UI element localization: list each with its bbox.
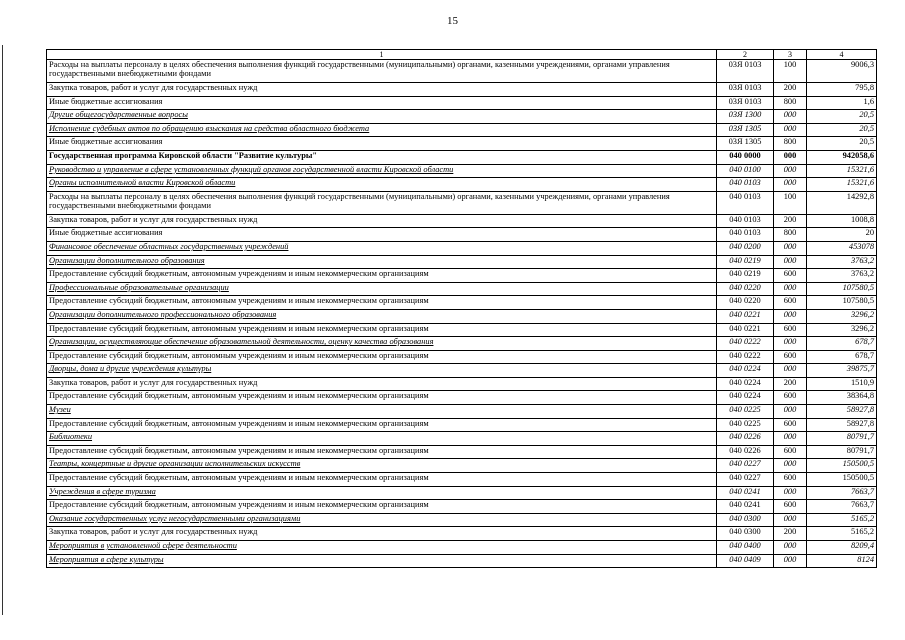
row-name-cell: Предоставление субсидий бюджетным, автономным учреждениям и иным некоммерческим организациям (47, 350, 717, 364)
row-name-cell: Руководство и управление в сфере установленных функций органов государственной власти Кировской области (47, 164, 717, 178)
row-amount-cell: 150500,5 (807, 459, 877, 473)
row-code-cell: 040 0103 (717, 214, 774, 228)
table-row (47, 123, 877, 137)
row-code-cell: 03Я 0103 (717, 83, 774, 97)
row-name-cell: Учреждения в сфере туризма (47, 486, 717, 500)
row-type-cell: 000 (774, 164, 807, 178)
table-row (47, 445, 877, 459)
table-body (47, 60, 877, 568)
row-name-cell: Дворцы, дома и другие учреждения культуры (47, 364, 717, 378)
row-type-cell: 000 (774, 541, 807, 555)
budget-table (46, 49, 877, 568)
row-code-cell: 040 0225 (717, 405, 774, 419)
row-amount-cell: 3296,2 (807, 309, 877, 323)
row-type-cell: 800 (774, 228, 807, 242)
table-row (47, 255, 877, 269)
table-row (47, 513, 877, 527)
row-code-cell: 03Я 0103 (717, 60, 774, 83)
row-amount-cell: 8209,4 (807, 541, 877, 555)
row-name-cell: Предоставление субсидий бюджетным, автономным учреждениям и иным некоммерческим организациям (47, 391, 717, 405)
row-amount-cell: 453078 (807, 241, 877, 255)
row-name-cell: Организации дополнительного образования (47, 255, 717, 269)
table-row (47, 150, 877, 164)
table-row (47, 296, 877, 310)
row-type-cell: 600 (774, 296, 807, 310)
row-type-cell: 000 (774, 513, 807, 527)
row-code-cell: 040 0219 (717, 255, 774, 269)
table-row (47, 137, 877, 151)
table-row (47, 337, 877, 351)
table-row (47, 309, 877, 323)
row-amount-cell: 38364,8 (807, 391, 877, 405)
row-name-cell: Закупка товаров, работ и услуг для государственных нужд (47, 377, 717, 391)
row-name-cell: Иные бюджетные ассигнования (47, 137, 717, 151)
row-type-cell: 000 (774, 282, 807, 296)
row-type-cell: 100 (774, 191, 807, 214)
row-name-cell: Предоставление субсидий бюджетным, автономным учреждениям и иным некоммерческим организациям (47, 473, 717, 487)
row-type-cell: 000 (774, 432, 807, 446)
row-code-cell: 040 0103 (717, 178, 774, 192)
page-edge-line (2, 45, 3, 615)
row-code-cell: 040 0200 (717, 241, 774, 255)
row-name-cell: Профессиональные образовательные организации (47, 282, 717, 296)
row-code-cell: 040 0103 (717, 228, 774, 242)
table-row (47, 473, 877, 487)
row-amount-cell: 1510,9 (807, 377, 877, 391)
row-amount-cell: 80791,7 (807, 445, 877, 459)
table-row (47, 405, 877, 419)
row-name-cell: Театры, концертные и другие организации исполнительских искусств (47, 459, 717, 473)
row-amount-cell: 20,5 (807, 123, 877, 137)
row-code-cell: 040 0227 (717, 459, 774, 473)
row-name-cell: Иные бюджетные ассигнования (47, 228, 717, 242)
table-row (47, 178, 877, 192)
row-type-cell: 800 (774, 137, 807, 151)
row-type-cell: 600 (774, 500, 807, 514)
row-type-cell: 000 (774, 110, 807, 124)
table-row (47, 214, 877, 228)
row-name-cell: Оказание государственных услуг негосударственными организациями (47, 513, 717, 527)
row-type-cell: 600 (774, 350, 807, 364)
row-name-cell: Предоставление субсидий бюджетным, автономным учреждениям и иным некоммерческим организациям (47, 418, 717, 432)
row-name-cell: Органы исполнительной власти Кировской области (47, 178, 717, 192)
row-code-cell: 040 0222 (717, 350, 774, 364)
row-code-cell: 040 0300 (717, 513, 774, 527)
row-name-cell: Государственная программа Кировской области "Развитие культуры" (47, 150, 717, 164)
row-amount-cell: 3763,2 (807, 269, 877, 283)
table-row (47, 391, 877, 405)
row-amount-cell: 7663,7 (807, 500, 877, 514)
row-name-cell: Предоставление субсидий бюджетным, автономным учреждениям и иным некоммерческим организациям (47, 500, 717, 514)
row-amount-cell: 1,6 (807, 96, 877, 110)
row-code-cell: 040 0221 (717, 323, 774, 337)
row-name-cell: Закупка товаров, работ и услуг для государственных нужд (47, 527, 717, 541)
table-row (47, 269, 877, 283)
row-name-cell: Предоставление субсидий бюджетным, автономным учреждениям и иным некоммерческим организациям (47, 323, 717, 337)
row-name-cell: Предоставление субсидий бюджетным, автономным учреждениям и иным некоммерческим организациям (47, 445, 717, 459)
row-amount-cell: 14292,8 (807, 191, 877, 214)
row-code-cell: 040 0221 (717, 309, 774, 323)
row-amount-cell: 15321,6 (807, 164, 877, 178)
row-code-cell: 040 0224 (717, 364, 774, 378)
row-type-cell: 000 (774, 459, 807, 473)
table-header-row (47, 50, 877, 60)
row-type-cell: 600 (774, 323, 807, 337)
row-type-cell: 200 (774, 377, 807, 391)
row-amount-cell: 107580,5 (807, 282, 877, 296)
row-type-cell: 000 (774, 123, 807, 137)
row-code-cell: 040 0400 (717, 541, 774, 555)
row-amount-cell: 20,5 (807, 110, 877, 124)
row-name-cell: Организации, осуществляющие обеспечение образовательной деятельности, оценку качества образования (47, 337, 717, 351)
row-code-cell: 040 0100 (717, 164, 774, 178)
row-code-cell: 040 0222 (717, 337, 774, 351)
row-amount-cell: 5165,2 (807, 513, 877, 527)
row-amount-cell: 678,7 (807, 350, 877, 364)
row-amount-cell: 80791,7 (807, 432, 877, 446)
row-code-cell: 040 0224 (717, 391, 774, 405)
row-code-cell: 03Я 1305 (717, 123, 774, 137)
row-code-cell: 040 0219 (717, 269, 774, 283)
row-type-cell: 200 (774, 83, 807, 97)
row-amount-cell: 20,5 (807, 137, 877, 151)
row-amount-cell: 39875,7 (807, 364, 877, 378)
table-row (47, 364, 877, 378)
table-row (47, 350, 877, 364)
row-name-cell: Другие общегосударственные вопросы (47, 110, 717, 124)
row-type-cell: 000 (774, 554, 807, 568)
row-type-cell: 000 (774, 150, 807, 164)
row-code-cell: 040 0103 (717, 191, 774, 214)
header-col-3: 3 (774, 50, 807, 60)
row-name-cell: Расходы на выплаты персоналу в целях обеспечения выполнения функций государственными (муниципальными) органами, казенными учреждениями, органами управления государственными внебюджетными фондами (47, 191, 717, 214)
page-number: 15 (447, 15, 458, 27)
row-amount-cell: 7663,7 (807, 486, 877, 500)
table-row (47, 83, 877, 97)
table-row (47, 541, 877, 555)
row-type-cell: 600 (774, 418, 807, 432)
row-type-cell: 600 (774, 473, 807, 487)
row-amount-cell: 3763,2 (807, 255, 877, 269)
row-code-cell: 040 0220 (717, 282, 774, 296)
row-amount-cell: 58927,8 (807, 405, 877, 419)
row-type-cell: 600 (774, 269, 807, 283)
row-code-cell: 03Я 1300 (717, 110, 774, 124)
table-row (47, 486, 877, 500)
row-type-cell: 200 (774, 527, 807, 541)
row-type-cell: 000 (774, 405, 807, 419)
row-amount-cell: 8124 (807, 554, 877, 568)
table-row (47, 459, 877, 473)
row-amount-cell: 58927,8 (807, 418, 877, 432)
row-code-cell: 040 0241 (717, 486, 774, 500)
table-row (47, 377, 877, 391)
row-amount-cell: 3296,2 (807, 323, 877, 337)
row-code-cell: 03Я 0103 (717, 96, 774, 110)
row-type-cell: 000 (774, 241, 807, 255)
header-col-4: 4 (807, 50, 877, 60)
row-code-cell: 040 0226 (717, 445, 774, 459)
row-type-cell: 000 (774, 486, 807, 500)
table-row (47, 500, 877, 514)
table-row (47, 96, 877, 110)
row-type-cell: 200 (774, 214, 807, 228)
row-amount-cell: 1008,8 (807, 214, 877, 228)
row-name-cell: Предоставление субсидий бюджетным, автономным учреждениям и иным некоммерческим организациям (47, 296, 717, 310)
row-name-cell: Библиотеки (47, 432, 717, 446)
table-row (47, 282, 877, 296)
row-name-cell: Музеи (47, 405, 717, 419)
row-amount-cell: 15321,6 (807, 178, 877, 192)
row-code-cell: 040 0409 (717, 554, 774, 568)
table-row (47, 323, 877, 337)
row-name-cell: Мероприятия в сфере культуры (47, 554, 717, 568)
row-name-cell: Организации дополнительного профессионального образования (47, 309, 717, 323)
table-row (47, 241, 877, 255)
row-amount-cell: 795,8 (807, 83, 877, 97)
row-code-cell: 040 0000 (717, 150, 774, 164)
row-name-cell: Мероприятия в установленной сфере деятельности (47, 541, 717, 555)
row-type-cell: 000 (774, 178, 807, 192)
row-code-cell: 040 0241 (717, 500, 774, 514)
row-amount-cell: 107580,5 (807, 296, 877, 310)
table-row (47, 228, 877, 242)
table-row (47, 527, 877, 541)
row-amount-cell: 942058,6 (807, 150, 877, 164)
row-code-cell: 040 0226 (717, 432, 774, 446)
row-code-cell: 040 0300 (717, 527, 774, 541)
row-amount-cell: 678,7 (807, 337, 877, 351)
row-code-cell: 040 0227 (717, 473, 774, 487)
table-row (47, 432, 877, 446)
header-col-2: 2 (717, 50, 774, 60)
row-amount-cell: 5165,2 (807, 527, 877, 541)
row-amount-cell: 150500,5 (807, 473, 877, 487)
row-type-cell: 000 (774, 255, 807, 269)
table-row (47, 110, 877, 124)
row-type-cell: 600 (774, 445, 807, 459)
row-name-cell: Закупка товаров, работ и услуг для государственных нужд (47, 83, 717, 97)
row-type-cell: 800 (774, 96, 807, 110)
row-amount-cell: 9006,3 (807, 60, 877, 83)
row-type-cell: 000 (774, 364, 807, 378)
row-type-cell: 000 (774, 337, 807, 351)
row-amount-cell: 20 (807, 228, 877, 242)
row-code-cell: 03Я 1305 (717, 137, 774, 151)
row-name-cell: Исполнение судебных актов по обращению взыскания на средства областного бюджета (47, 123, 717, 137)
row-name-cell: Расходы на выплаты персоналу в целях обеспечения выполнения функций государственными (муниципальными) органами, казенными учреждениями, органами управления государственными внебюджетными фондами (47, 60, 717, 83)
table-row (47, 554, 877, 568)
row-name-cell: Предоставление субсидий бюджетным, автономным учреждениям и иным некоммерческим организациям (47, 269, 717, 283)
row-code-cell: 040 0225 (717, 418, 774, 432)
row-name-cell: Финансовое обеспечение областных государственных учреждений (47, 241, 717, 255)
header-col-1: 1 (47, 50, 717, 60)
table-row (47, 418, 877, 432)
table-row (47, 60, 877, 83)
row-type-cell: 600 (774, 391, 807, 405)
row-name-cell: Иные бюджетные ассигнования (47, 96, 717, 110)
table-row (47, 191, 877, 214)
row-type-cell: 000 (774, 309, 807, 323)
row-type-cell: 100 (774, 60, 807, 83)
row-code-cell: 040 0224 (717, 377, 774, 391)
row-name-cell: Закупка товаров, работ и услуг для государственных нужд (47, 214, 717, 228)
row-code-cell: 040 0220 (717, 296, 774, 310)
table-row (47, 164, 877, 178)
